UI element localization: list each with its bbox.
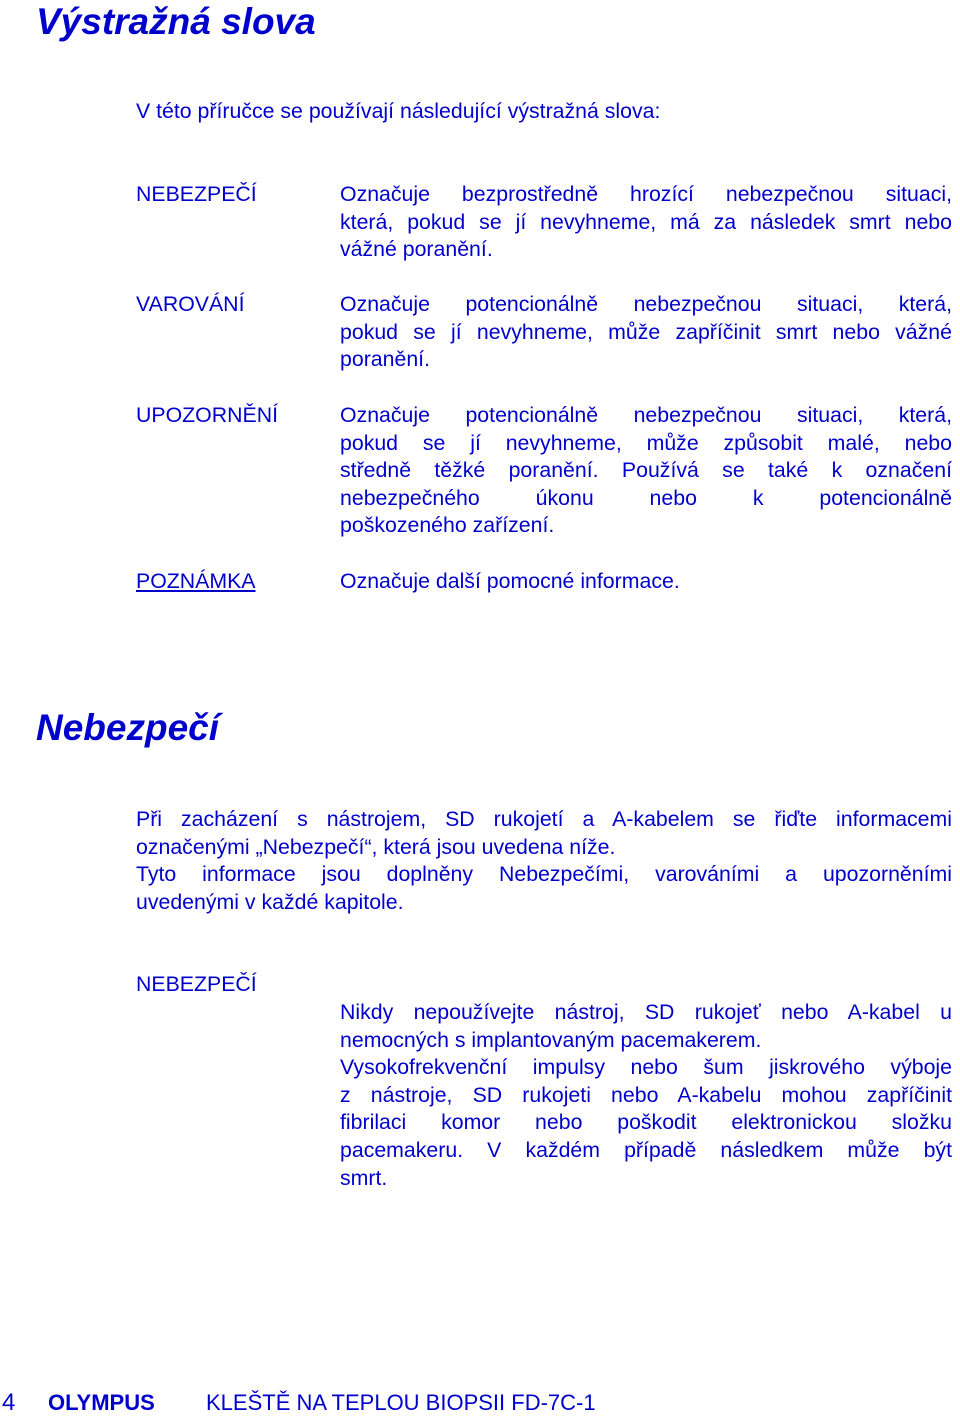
warning-line: fibrilaci komor nebo poškodit elektronickou složku (340, 1110, 952, 1135)
warning-line: Nikdy nepoužívejte nástroj, SD rukojeť nebo A-kabel u (340, 1000, 952, 1024)
danger-section-intro (136, 806, 952, 916)
term-note: POZNÁMKA (136, 569, 256, 593)
paragraph-line: Při zacházení s nástrojem, SD rukojetí a A-kabelem se řiďte informacemi (136, 807, 952, 831)
term-warning: VAROVÁNÍ (136, 292, 245, 316)
signal-words-intro: V této příručce se používají následující výstražná slova: (136, 99, 661, 123)
footer-product: KLEŠTĚ NA TEPLOU BIOPSII FD-7C-1 (206, 1390, 596, 1415)
term-danger: NEBEZPEČÍ (136, 182, 257, 206)
danger-section-heading: Nebezpečí (36, 707, 220, 748)
warning-line: Vysokofrekvenční impulsy nebo šum jiskrového výboje (340, 1055, 952, 1080)
term-caution-description (340, 402, 952, 540)
paragraph-line: uvedenými v každé kapitole. (136, 889, 404, 914)
description-line: nebezpečného úkonu nebo k potencionálně (340, 485, 952, 510)
footer-brand: OLYMPUS (48, 1390, 155, 1415)
description-line: Označuje další pomocné informace. (340, 569, 680, 593)
description-line: poranění. (340, 347, 430, 372)
pacemaker-warning-term: NEBEZPEČÍ (136, 972, 257, 996)
paragraph-line: označenými „Nebezpečí“, která jsou uvedena níže. (136, 834, 616, 859)
term-note-description (340, 568, 952, 596)
description-line: poškozeného zařízení. (340, 513, 555, 538)
term-warning-description (340, 291, 952, 374)
description-line: pokud se jí nevyhneme, může zapříčinit smrt nebo vážné (340, 319, 952, 344)
page-number: 4 (2, 1389, 16, 1416)
warning-line: pacemakeru. V každém případě následkem může být (340, 1137, 952, 1162)
description-line: Označuje bezprostředně hrozící nebezpečnou situaci, (340, 182, 952, 206)
paragraph-line: Tyto informace jsou doplněny Nebezpečími, varováními a upozorněními (136, 862, 952, 887)
warning-line: smrt. (340, 1165, 388, 1190)
description-line: Označuje potencionálně nebezpečnou situaci, která, (340, 403, 952, 427)
description-line: středně těžké poranění. Používá se také k označení (340, 458, 952, 483)
term-caution: UPOZORNĚNÍ (136, 403, 278, 427)
pacemaker-warning-text (340, 999, 952, 1192)
term-danger-description (340, 181, 952, 264)
signal-words-heading: Výstražná slova (36, 1, 316, 42)
description-line: která, pokud se jí nevyhneme, má za následek smrt nebo (340, 209, 952, 234)
warning-line: z nástroje, SD rukojeti nebo A-kabelu mohou zapříčinit (340, 1082, 952, 1107)
warning-line: nemocných s implantovaným pacemakerem. (340, 1027, 762, 1052)
description-line: vážné poranění. (340, 237, 493, 262)
description-line: Označuje potencionálně nebezpečnou situaci, která, (340, 292, 952, 316)
description-line: pokud se jí nevyhneme, může způsobit malé, nebo (340, 430, 952, 455)
